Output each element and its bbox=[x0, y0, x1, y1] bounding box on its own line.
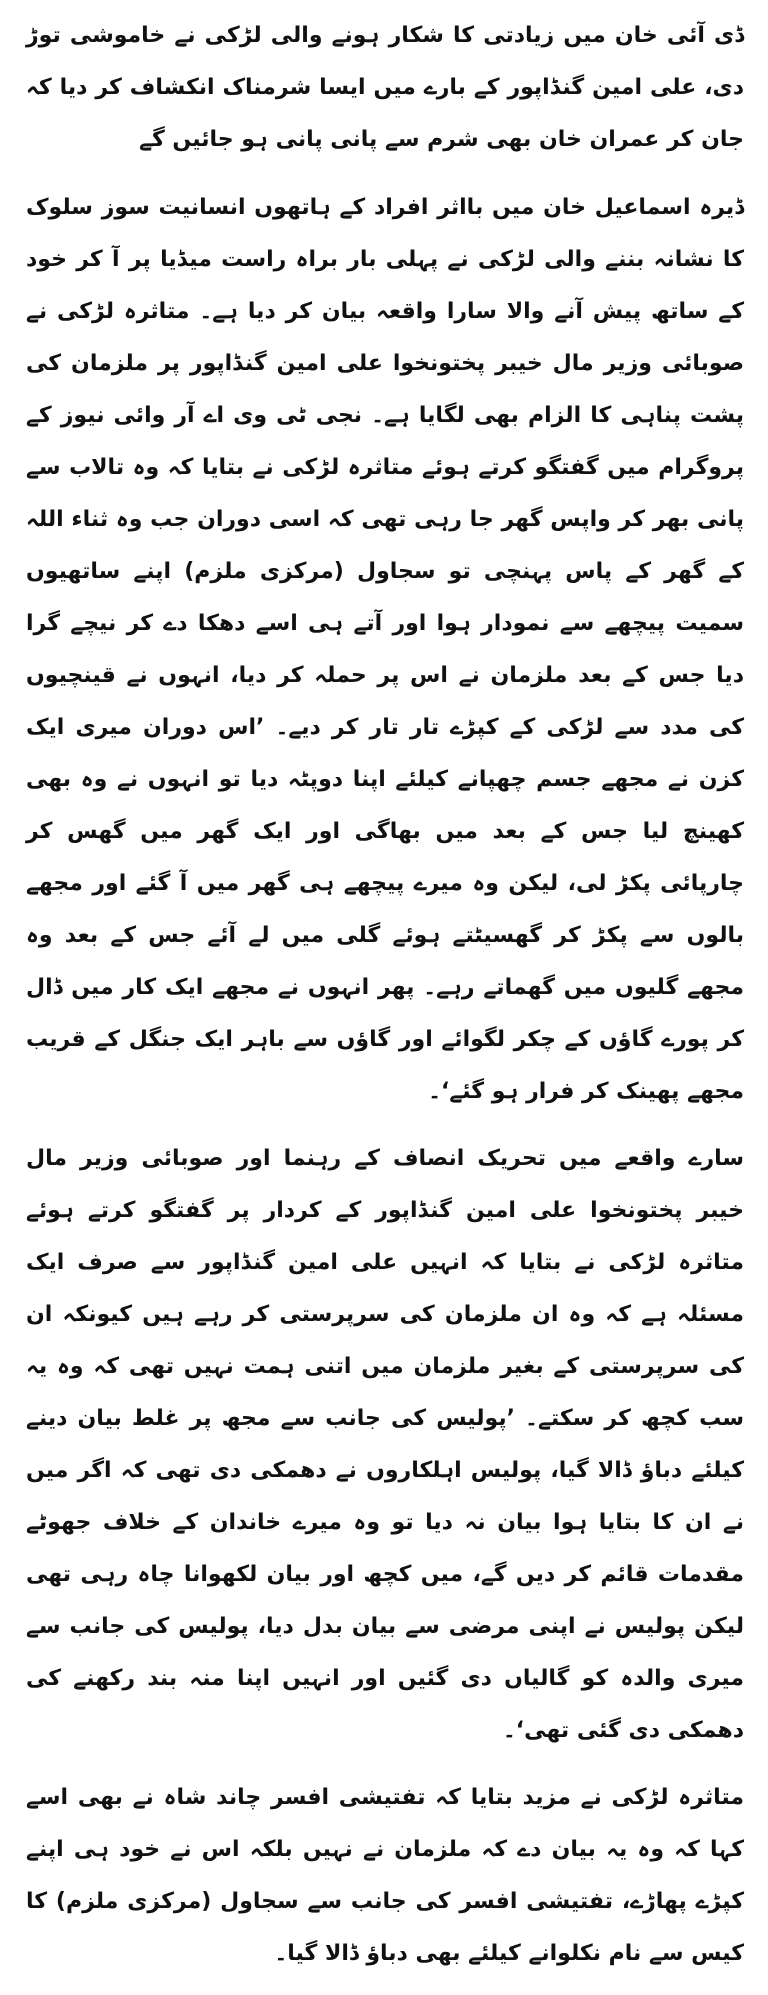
article-body bbox=[26, 10, 744, 1995]
article-paragraph-1: ڈیرہ اسماعیل خان میں بااثر افراد کے ہاتھوں انسانیت سوز سلوک کا نشانہ بننے والی لڑکی نے پہلی بار براہ راست میڈیا پر آ کر خود کے ساتھ پیش آنے والا سارا واقعہ بیان کر دیا ہے۔ متاثرہ لڑکی نے صوبائی وزیر مال خیبر پختونخوا علی امین گنڈاپور پر ملزمان کی پشت پناہی کا الزام بھی لگایا ہے۔ نجی ٹی وی اے آر وائی نیوز کے پروگرام میں گفتگو کرتے ہوئے متاثرہ لڑکی نے بتایا کہ وہ تالاب سے پانی بھر کر واپس گھر جا رہی تھی کہ اسی دوران جب وہ ثناء اللہ کے گھر کے پاس پہنچی تو سجاول (مرکزی ملزم) اپنے ساتھیوں سمیت پیچھے سے نمودار ہوا اور آتے ہی اسے دھکا دے کر نیچے گرا دیا جس کے بعد ملزمان نے اس پر حملہ کر دیا، انہوں نے قینچیوں کی مدد سے لڑکی کے کپڑے تار تار کر دیے۔ ’اس دوران میری ایک کزن نے مجھے جسم چھپانے کیلئے اپنا دوپٹہ دیا تو انہوں نے وہ بھی کھینچ لیا جس کے بعد میں بھاگی اور ایک گھر میں گھس کر چارپائی پکڑ لی، لیکن وہ میرے پیچھے ہی گھر میں آ گئے اور مجھے بالوں سے پکڑ کر گھسیٹتے ہوئے گلی میں لے آئے جس کے بعد وہ مجھے گلیوں میں گھماتے رہے۔ پھر انہوں نے مجھے ایک کار میں ڈال کر پورے گاؤں کے چکر لگوائے اور گاؤں سے باہر ایک جنگل کے قریب مجھے پھینک کر فرار ہو گئے‘۔ bbox=[26, 195, 744, 1104]
article-headline: ڈی آئی خان میں زیادتی کا شکار ہونے والی لڑکی نے خاموشی توڑ دی، علی امین گنڈاپور کے بارے میں ایسا شرمناک انکشاف کر دیا کہ جان کر عمران خان بھی شرم سے پانی پانی ہو جائیں گے bbox=[26, 23, 744, 152]
article-paragraph-2: سارے واقعے میں تحریک انصاف کے رہنما اور صوبائی وزیر مال خیبر پختونخوا علی امین گنڈاپور کے کردار پر گفتگو کرتے ہوئے متاثرہ لڑکی نے بتایا کہ انہیں علی امین گنڈاپور سے صرف ایک مسئلہ ہے کہ وہ ان ملزمان کی سرپرستی کر رہے ہیں کیونکہ ان کی سرپرستی کے بغیر ملزمان میں اتنی ہمت نہیں تھی کہ وہ یہ سب کچھ کر سکتے۔ ’پولیس کی جانب سے مجھ پر غلط بیان دینے کیلئے دباؤ ڈالا گیا، پولیس اہلکاروں نے دھمکی دی تھی کہ اگر میں نے ان کا بتایا ہوا بیان نہ دیا تو وہ میرے خاندان کے خلاف جھوٹے مقدمات قائم کر دیں گے، میں کچھ اور بیان لکھوانا چاہ رہی تھی لیکن پولیس نے اپنی مرضی سے بیان بدل دیا، پولیس کی جانب سے میری والدہ کو گالیاں دی گئیں اور انہیں اپنا منہ بند رکھنے کی دھمکی دی گئی تھی‘۔ bbox=[26, 1146, 744, 1743]
article-paragraph-3: متاثرہ لڑکی نے مزید بتایا کہ تفتیشی افسر چاند شاہ نے بھی اسے کہا کہ وہ یہ بیان دے کہ ملزمان نے نہیں بلکہ اس نے خود ہی اپنے کپڑے پھاڑے، تفتیشی افسر کی جانب سے سجاول (مرکزی ملزم) کا کیس سے نام نکلوانے کیلئے بھی دباؤ ڈالا گیا۔ bbox=[26, 1785, 744, 1966]
